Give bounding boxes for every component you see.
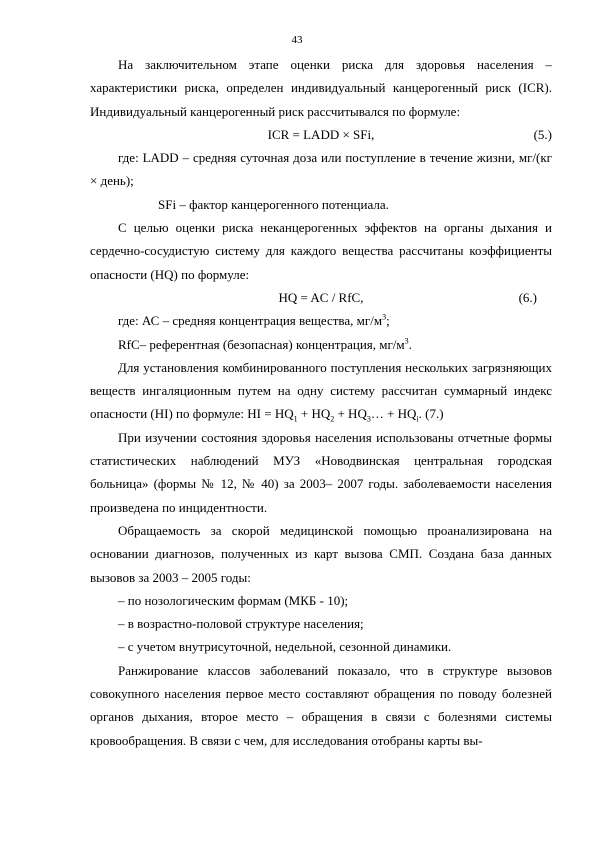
hqi-sub: i <box>416 415 419 425</box>
hazard-index-text: Для установления комбинированного поступления нескольких загрязняющих веществ ингаляционным путем на одну систему рассчитан суммарный индекс опасности (HI) по формуле: HI = HQ <box>90 359 552 422</box>
paragraph-ranking: Ранжирование классов заболеваний показало, что в структуре вызовов совокупного населения первое место составляют обращения по поводу болезней органов дыхания, второе место – обращения в связи с болезнями системы кровообращения. В связи с чем, для исследования отобраны карты вы- <box>90 662 552 748</box>
definition-ac-sup: 3 <box>382 312 387 322</box>
paragraph-noncarcinogenic: С целью оценки риска неканцерогенных эффектов на органы дыхания и сердечно-сосудистую систему для каждого вещества рассчитаны коэффициенты опасности (HQ) по формуле: <box>90 220 552 282</box>
hq3-sub: 3 <box>366 415 371 425</box>
formula-5 <box>90 123 552 146</box>
list-item: – по нозологическим формам (МКБ - 10); <box>118 592 349 608</box>
paragraph-ambulance-calls: Обращаемость за скорой медицинской помощью проанализирована на основании диагнозов, полученных из карт вызова СМП. Создана база данных вызовов за 2003 – 2005 годы: <box>90 522 552 585</box>
formula-6-expression: HQ = AC / RfC, <box>278 289 364 305</box>
definition-ladd: где: LADD – средняя суточная доза или поступление в течение жизни, мг/(кг × день); <box>90 150 552 189</box>
definition-rfc <box>90 333 552 356</box>
formula-6 <box>90 286 552 309</box>
page-number: 43 <box>291 34 303 46</box>
definition-rfc-sup: 3 <box>404 336 409 346</box>
list-item: – в возрастно-половой структуре населения; <box>118 616 364 632</box>
hq2-label: + HQ <box>297 406 331 422</box>
definition-rfc-text: RfC– референтная (безопасная) концентрация, мг/м <box>118 336 405 352</box>
hq2-sub: 2 <box>330 415 335 425</box>
definition-ac <box>90 309 552 332</box>
hq3-label: + HQ <box>334 406 367 422</box>
hqi-label: … + HQ <box>370 406 417 422</box>
definition-sfi: SFi – фактор канцерогенного потенциала. <box>158 196 389 212</box>
paragraph-health-study: При изучении состояния здоровья населения использованы отчетные формы статистических наблюдений МУЗ «Новодвинская центральная городская больница» (формы № 12, № 40) за 2003– 2007 годы. заболеваемости населения произведена по инцидентности. <box>90 429 552 515</box>
definition-rfc-tail: . <box>408 336 412 352</box>
formula-5-number: (5.) <box>533 126 552 142</box>
document-body <box>90 53 552 752</box>
list-item: – с учетом внутрисуточной, недельной, сезонной динамики. <box>118 639 452 655</box>
formula-6-number: (6.) <box>518 289 537 305</box>
formula-7-number: . (7.) <box>418 406 444 422</box>
definition-ac-tail: ; <box>386 313 390 329</box>
hq1-sub: 1 <box>293 415 298 425</box>
paragraph-hazard-index <box>90 356 552 426</box>
definition-ac-text: где: АС – средняя концентрация вещества, мг/м <box>118 313 383 329</box>
paragraph-risk-characterization: На заключительном этапе оценки риска для здоровья населения – характеристики риска, определен индивидуальный канцерогенный риск (ICR). Индивидуальный канцерогенный риск рассчитывался по формуле: <box>90 57 552 119</box>
formula-5-expression: ICR = LADD × SFi, <box>267 126 375 142</box>
